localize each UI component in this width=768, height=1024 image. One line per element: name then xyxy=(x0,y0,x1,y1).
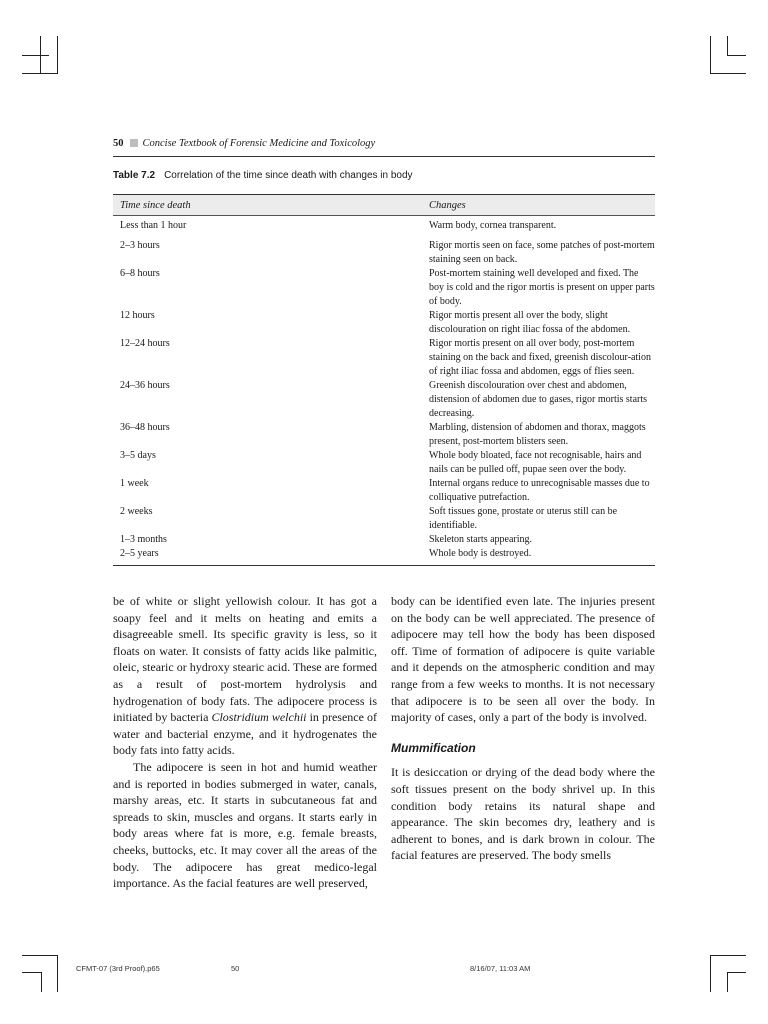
time-cell: 2–5 years xyxy=(120,548,159,559)
crop-mark xyxy=(710,955,711,992)
time-cell: 2 weeks xyxy=(120,506,153,517)
section-heading: Mummification xyxy=(391,740,476,755)
time-cell: Less than 1 hour xyxy=(120,220,187,231)
paragraph-text: in presence of water and bacterial enzyme, and it hydrogenates the body fats into fatty acids. xyxy=(113,710,377,758)
crop-mark xyxy=(57,36,58,74)
paragraph: It is desiccation or drying of the dead body where the soft tissues present on the body shrivel up. In this condition body retains its natural shape and appearance. The skin becomes dry, leathery and is adherent to bones, and is dark brown in colour. The facial features are preserved. The body smells xyxy=(391,765,655,863)
change-cell: Marbling, distension of abdomen and thorax, maggots present, post-mortem blisters seen. xyxy=(429,422,646,447)
time-cell: 6–8 hours xyxy=(120,268,160,279)
table-row xyxy=(113,239,655,267)
table-header-changes: Changes xyxy=(429,200,466,211)
paragraph-text: be of white or slight yellowish colour. It has got a soapy feel and it melts on heating and emits a disagreeable smell. Its specific gravity is less, so it floats on water. It consists of fatty acids like palmitic, oleic, stearic or hydroxy stearic acid. These are formed as a result of post-mortem hydrolysis and hydrogenation of body fats. The adipocere process is initiated by bacteria xyxy=(113,594,377,725)
table-row xyxy=(113,477,655,505)
table-row xyxy=(113,449,655,477)
table-caption xyxy=(113,170,413,181)
left-column xyxy=(113,593,377,892)
crop-mark xyxy=(710,73,746,74)
crop-mark xyxy=(41,972,42,992)
change-cell: Skeleton starts appearing. xyxy=(429,534,533,545)
table-caption-text: Correlation of the time since death with changes in body xyxy=(164,170,413,181)
change-cell: Warm body, cornea transparent. xyxy=(429,220,557,231)
footer-filename: CFMT-07 (3rd Proof).p65 xyxy=(76,964,160,973)
change-cell: Rigor mortis present all over the body, slight discolouration on right iliac fossa of the abdomen. xyxy=(429,310,631,335)
table-row xyxy=(113,547,655,561)
time-cell: 2–3 hours xyxy=(120,240,160,251)
change-cell: Whole body bloated, face not recognisable, hairs and nails can be pulled off, pupae seen over the body. xyxy=(429,450,642,475)
time-cell: 12–24 hours xyxy=(120,338,170,349)
paragraph xyxy=(113,593,377,759)
crop-mark xyxy=(710,36,711,74)
footer-timestamp: 8/16/07, 11:03 AM xyxy=(470,964,531,973)
crop-mark xyxy=(40,36,41,73)
table-number: Table 7.2 xyxy=(113,170,156,181)
book-title: Concise Textbook of Forensic Medicine and Toxicology xyxy=(142,138,376,149)
table-header xyxy=(113,194,655,216)
crop-mark xyxy=(710,955,746,956)
crop-mark xyxy=(727,36,728,56)
time-cell: 1 week xyxy=(120,478,149,489)
paragraph: body can be identified even late. The injuries present on the body can be well appreciated. The presence of adipocere may tell how the body has been disposed off. Time of formation of adipocere is quite variable and it depends on the atmospheric condition and may range from a few weeks to months. It is not necessary that adipocere is to be seen all over the body. In majority of cases, only a part of the body is involved. xyxy=(391,594,655,725)
time-cell: 36–48 hours xyxy=(120,422,170,433)
time-cell: 12 hours xyxy=(120,310,155,321)
page-number: 50 xyxy=(113,138,124,149)
square-bullet-icon xyxy=(130,139,138,147)
table-row xyxy=(113,337,655,379)
crop-mark xyxy=(22,972,42,973)
time-cell: 24–36 hours xyxy=(120,380,170,391)
time-cell: 1–3 months xyxy=(120,534,167,545)
table-row xyxy=(113,219,655,233)
crop-mark xyxy=(727,972,728,992)
crop-mark xyxy=(22,955,58,956)
crop-mark xyxy=(57,955,58,992)
crop-mark xyxy=(727,55,746,56)
table-header-time: Time since death xyxy=(120,200,191,211)
table-body xyxy=(113,216,655,561)
table-row xyxy=(113,421,655,449)
time-cell: 3–5 days xyxy=(120,450,156,461)
running-head xyxy=(113,138,655,149)
change-cell: Rigor mortis seen on face, some patches of post-mortem staining seen on back. xyxy=(429,240,655,265)
change-cell: Post-mortem staining well developed and fixed. The boy is cold and the rigor mortis is present on upper parts of body. xyxy=(429,268,655,307)
table-row xyxy=(113,505,655,533)
time-since-death-table xyxy=(113,194,655,566)
crop-mark xyxy=(22,73,58,74)
crop-mark xyxy=(22,55,49,56)
change-cell: Greenish discolouration over chest and abdomen, distension of abdomen due to gases, rigor mortis starts decreasing. xyxy=(429,380,648,419)
table-row xyxy=(113,309,655,337)
change-cell: Internal organs reduce to unrecognisable masses due to colliquative putrefaction. xyxy=(429,478,650,503)
change-cell: Whole body is destroyed. xyxy=(429,548,532,559)
species-name: Clostridium welchii xyxy=(211,710,307,725)
table-row xyxy=(113,533,655,547)
footer-page: 50 xyxy=(231,964,240,973)
paragraph: The adipocere is seen in hot and humid weather and is reported in bodies submerged in water, canals, marshy areas, etc. It starts in subcutaneous fat and spreads to skin, muscles and organs. It starts early in body areas where fat is more, e.g. female breasts, cheeks, buttocks, etc. It may cover all the areas of the body. The adipocere has great medico-legal importance. As the facial features are well preserved, xyxy=(113,759,377,891)
change-cell: Soft tissues gone, prostate or uterus still can be identifiable. xyxy=(429,506,618,531)
right-column xyxy=(391,593,655,864)
change-cell: Rigor mortis present on all over body, post-mortem staining on the back and fixed, greenish discolour-ation of right iliac fossa and abdomen, eggs of flies seen. xyxy=(429,338,651,377)
crop-mark xyxy=(727,972,746,973)
header-rule xyxy=(113,156,655,157)
table-row xyxy=(113,267,655,309)
table-row xyxy=(113,379,655,421)
table-bottom-rule xyxy=(113,565,655,566)
